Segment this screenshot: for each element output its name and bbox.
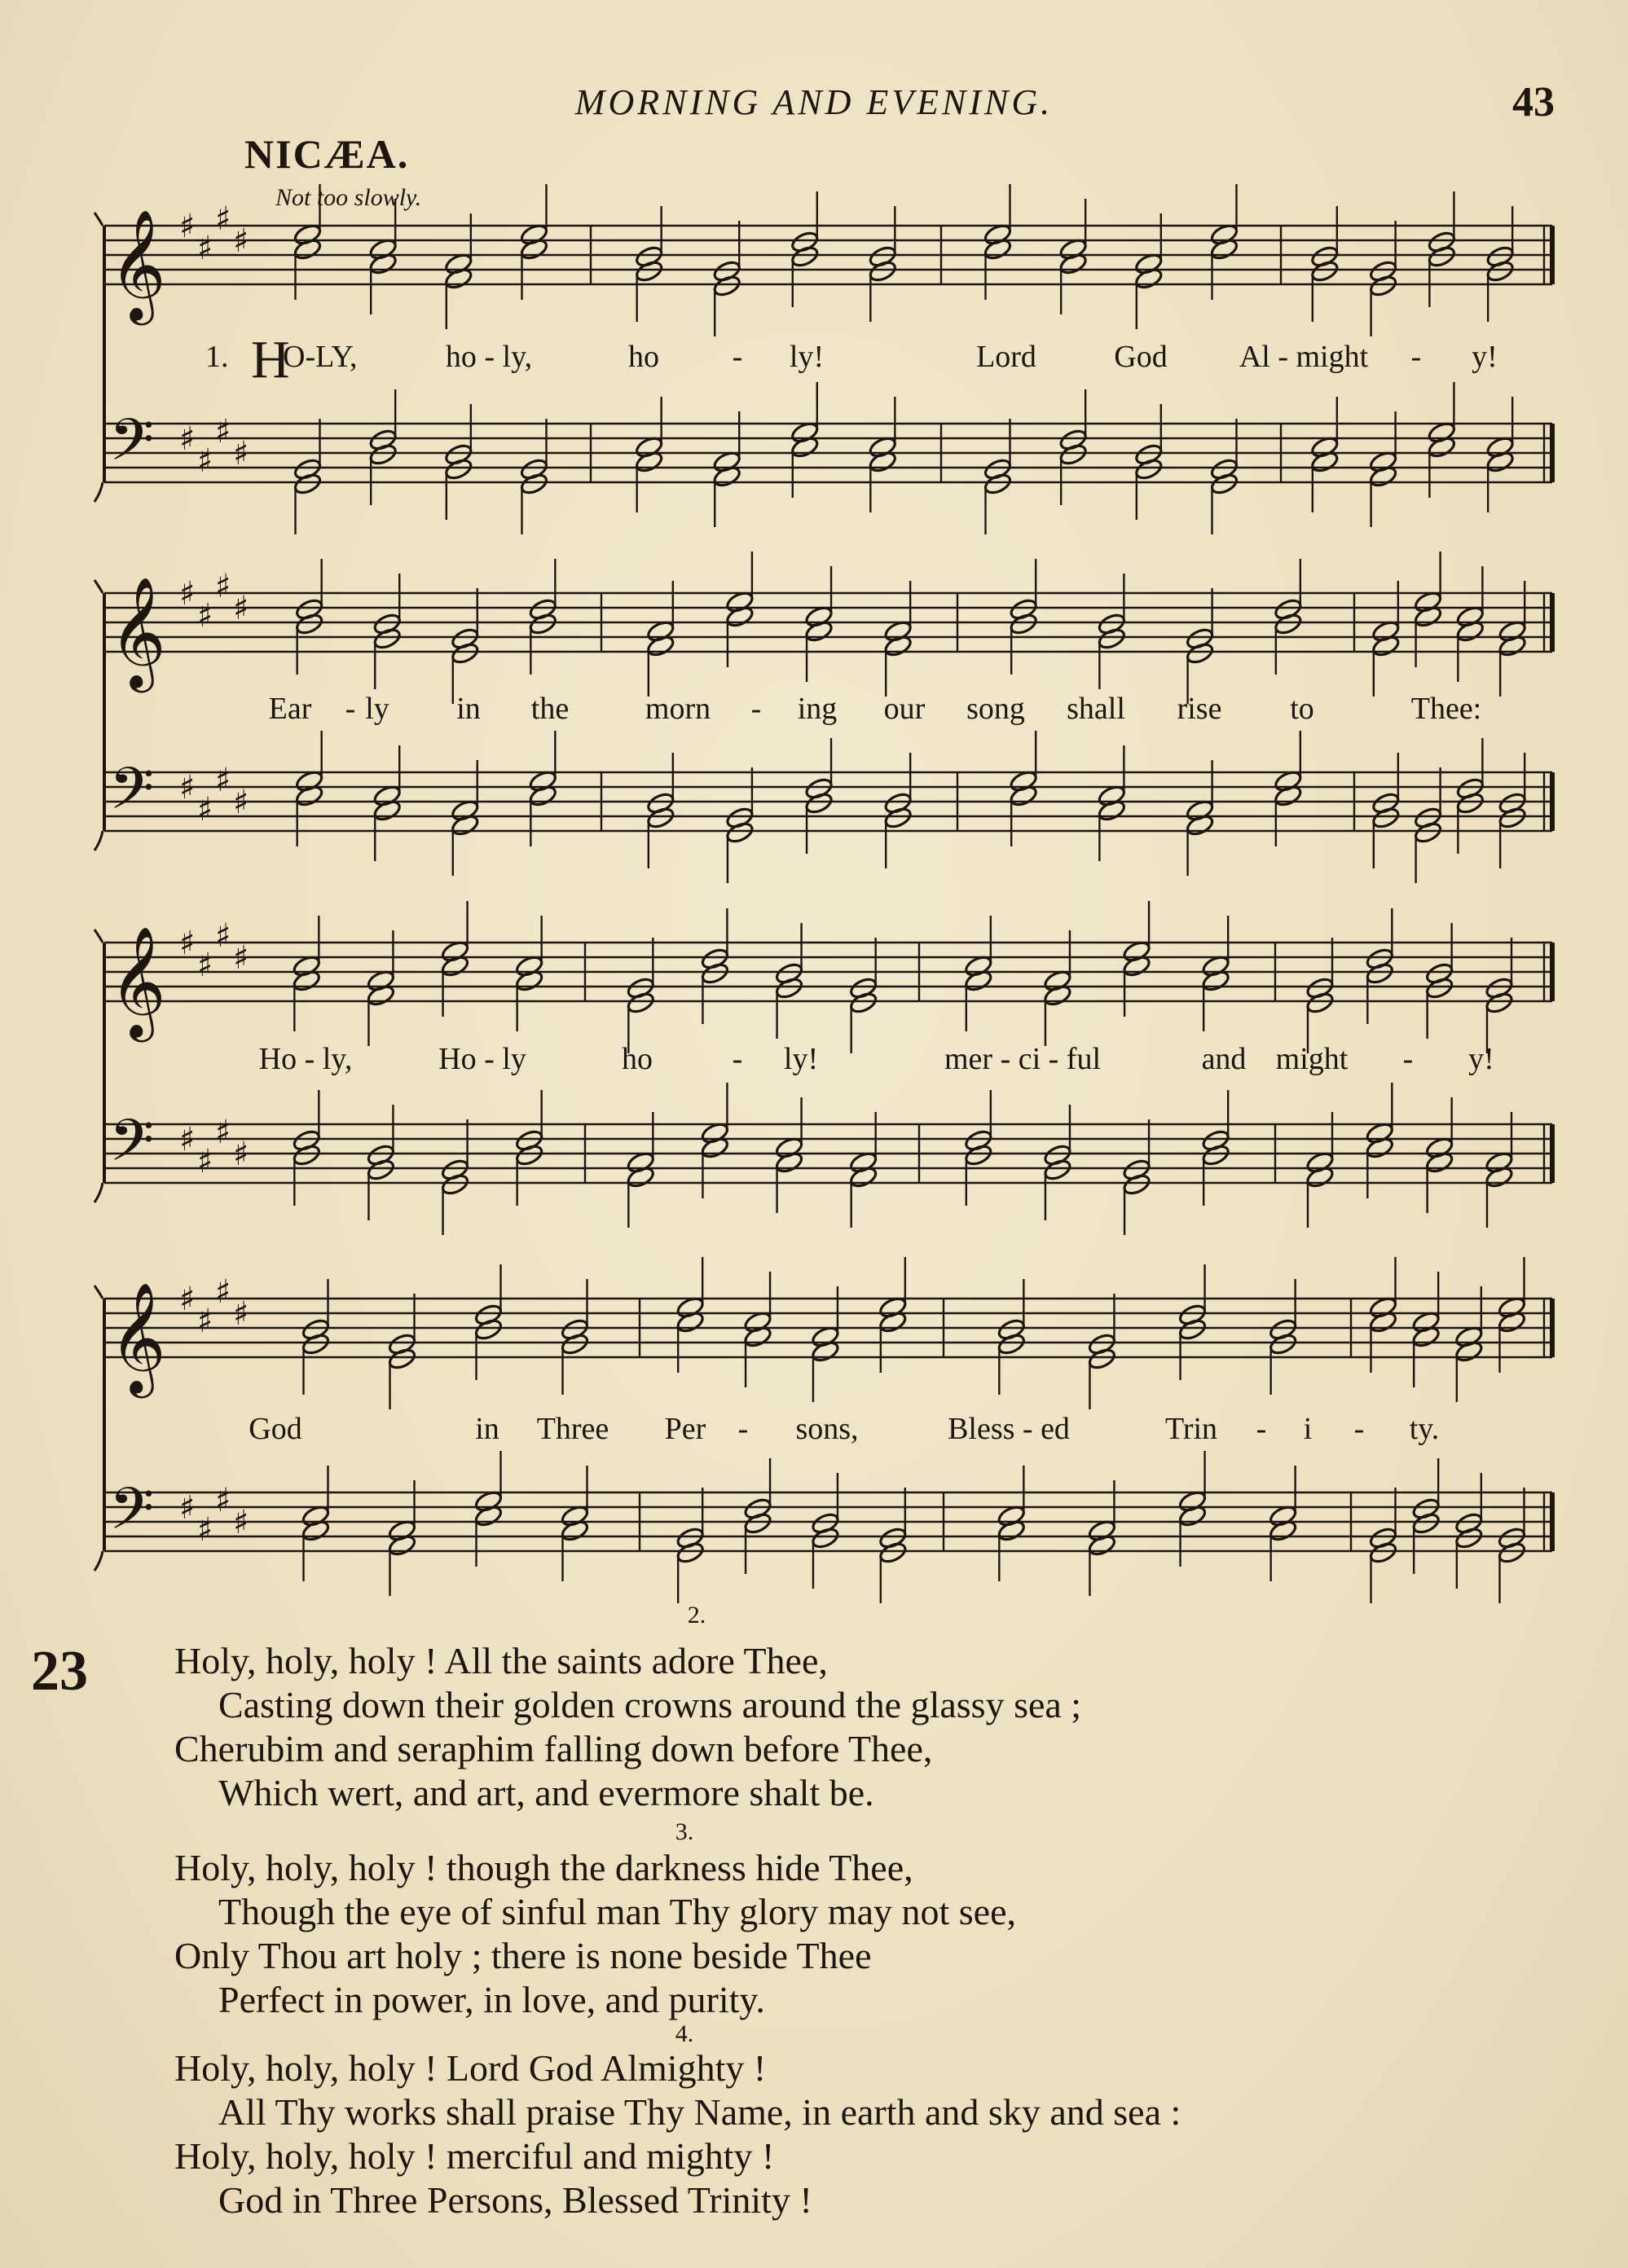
stanza-number: 2. [687, 1602, 706, 1628]
lyric-syllable: - [1256, 1412, 1267, 1446]
lyric-syllable: - [732, 1042, 743, 1076]
lyric-syllable: ho - ly, [445, 340, 533, 374]
running-title: MORNING AND EVENING. [574, 82, 1054, 122]
sharp-icon: ♯ [197, 791, 213, 829]
hymn-number: 23 [31, 1640, 88, 1703]
lyric-syllable: God [249, 1412, 302, 1446]
lyric-syllable: in [475, 1412, 499, 1446]
lyric-syllable: to [1290, 692, 1314, 726]
lyric-syllable: ing [797, 692, 838, 726]
lyric-syllable: sons, [795, 1412, 859, 1446]
lyric-syllable: Per [664, 1412, 706, 1446]
verse-line: Only Thou art holy ; there is none beside Thee [174, 1935, 872, 1976]
tune-name: NICÆA. [244, 131, 410, 177]
treble-clef-icon: 𝄞 [109, 208, 166, 320]
sharp-icon: ♯ [197, 442, 213, 480]
stanza-number: 4. [675, 2020, 694, 2047]
sharp-icon: ♯ [215, 1273, 231, 1311]
lyric-syllable: Thee: [1410, 692, 1482, 726]
lyric-syllable: Ear [268, 692, 312, 726]
lyric-syllable: and [1201, 1042, 1247, 1076]
treble-clef-icon: 𝄞 [109, 575, 166, 688]
sharp-icon: ♯ [197, 1303, 213, 1340]
sharp-icon: ♯ [197, 1143, 213, 1180]
bass-clef-icon: 𝄢 [109, 407, 155, 488]
lyric-syllable: ly! [783, 1042, 819, 1076]
sharp-icon: ♯ [233, 1136, 249, 1173]
verse-line: All Thy works shall praise Thy Name, in earth and sky and sea : [218, 2091, 1181, 2133]
treble-clef-icon: 𝄞 [109, 925, 166, 1037]
sharp-icon: ♯ [179, 575, 196, 613]
sharp-icon: ♯ [215, 413, 231, 451]
lyric-syllable: song [966, 692, 1025, 726]
lyric-syllable: - [345, 692, 356, 726]
sharp-icon: ♯ [197, 230, 213, 267]
verse-line: Holy, holy, holy ! All the saints adore Thee, [174, 1640, 828, 1681]
lyric-syllable: Al - might [1239, 340, 1369, 374]
sharp-icon: ♯ [179, 769, 196, 807]
lyric-syllable: i [1303, 1412, 1313, 1446]
verse-line: Which wert, and art, and evermore shalt be. [218, 1772, 874, 1813]
lyric-syllable: - [1353, 1412, 1365, 1446]
lyric-syllable: ly! [789, 340, 825, 374]
sharp-icon: ♯ [179, 1489, 196, 1527]
lyric-syllable: the [530, 692, 570, 726]
sharp-icon: ♯ [233, 222, 249, 260]
lyric-syllable: 1. [205, 340, 229, 374]
lyric-syllable: - [750, 692, 762, 726]
stanza-number: 3. [675, 1818, 694, 1845]
sharp-icon: ♯ [197, 597, 213, 635]
lyric-syllable: y! [1472, 340, 1498, 374]
lyric-syllable: our [883, 692, 926, 726]
sharp-icon: ♯ [179, 1121, 196, 1158]
treble-clef-icon: 𝄞 [109, 1281, 166, 1393]
sharp-icon: ♯ [179, 420, 196, 458]
lyric-syllable: Ho - ly [438, 1042, 526, 1076]
lyric-syllable: - [737, 1412, 749, 1446]
lyric-syllable: O-LY, [283, 340, 358, 374]
sharp-icon: ♯ [179, 925, 196, 962]
lyric-syllable: - [1410, 340, 1422, 374]
verse-line: Holy, holy, holy ! Lord God Almighty ! [174, 2047, 767, 2089]
lyric-syllable: Bless - ed [948, 1412, 1070, 1446]
lyric-syllable: ly [365, 692, 389, 726]
lyric-syllable: God [1114, 340, 1168, 374]
lyric-syllable: Trin [1164, 1412, 1218, 1446]
sharp-icon: ♯ [197, 1511, 213, 1549]
lyric-syllable: ho [622, 1042, 653, 1076]
lyric-dropcap: H [251, 330, 290, 389]
verse-line: Casting down their golden crowns around the glassy sea ; [218, 1684, 1082, 1725]
verse-line: Perfect in power, in love, and purity. [218, 1979, 765, 2020]
sharp-icon: ♯ [215, 200, 231, 238]
verse-line: God in Three Persons, Blessed Trinity ! [218, 2179, 812, 2221]
lyric-syllable: - [1402, 1042, 1414, 1076]
verse-line: Holy, holy, holy ! merciful and mighty ! [174, 2135, 775, 2177]
bass-clef-icon: 𝄢 [109, 1475, 155, 1557]
sharp-icon: ♯ [233, 939, 249, 977]
lyric-syllable: ty. [1409, 1412, 1440, 1446]
lyric-syllable: - [732, 340, 743, 374]
sharp-icon: ♯ [179, 1281, 196, 1318]
page-number: 43 [1512, 79, 1555, 125]
sharp-icon: ♯ [215, 917, 231, 955]
sharp-icon: ♯ [197, 947, 213, 984]
sharp-icon: ♯ [233, 1295, 249, 1333]
verse-line: Cherubim and seraphim falling down before Thee, [174, 1728, 933, 1769]
lyric-syllable: rise [1177, 692, 1222, 726]
sharp-icon: ♯ [233, 784, 249, 821]
lyric-syllable: Ho - ly, [258, 1042, 353, 1076]
bass-clef-icon: 𝄢 [109, 1107, 155, 1189]
sharp-icon: ♯ [233, 1504, 249, 1541]
lyric-syllable: y! [1468, 1042, 1494, 1076]
sharp-icon: ♯ [215, 1482, 231, 1519]
sharp-icon: ♯ [179, 208, 196, 245]
lyric-syllable: ho [628, 340, 659, 374]
lyric-syllable: Three [536, 1412, 609, 1446]
lyric-syllable: Lord [976, 340, 1036, 374]
lyric-syllable: mer - ci - ful [944, 1042, 1102, 1076]
lyric-syllable: morn [645, 692, 711, 726]
sharp-icon: ♯ [215, 762, 231, 799]
lyric-syllable: might [1275, 1042, 1349, 1076]
bass-clef-icon: 𝄢 [109, 755, 155, 837]
sharp-icon: ♯ [215, 1114, 231, 1151]
lyric-syllable: in [456, 692, 481, 726]
tempo-marking: Not too slowly. [275, 184, 422, 211]
verse-line: Holy, holy, holy ! though the darkness hide Thee, [174, 1847, 913, 1888]
verse-line: Though the eye of sinful man Thy glory may not see, [218, 1891, 1017, 1932]
sharp-icon: ♯ [233, 435, 249, 472]
sharp-icon: ♯ [233, 590, 249, 627]
lyric-syllable: shall [1067, 692, 1125, 726]
sharp-icon: ♯ [215, 568, 231, 605]
